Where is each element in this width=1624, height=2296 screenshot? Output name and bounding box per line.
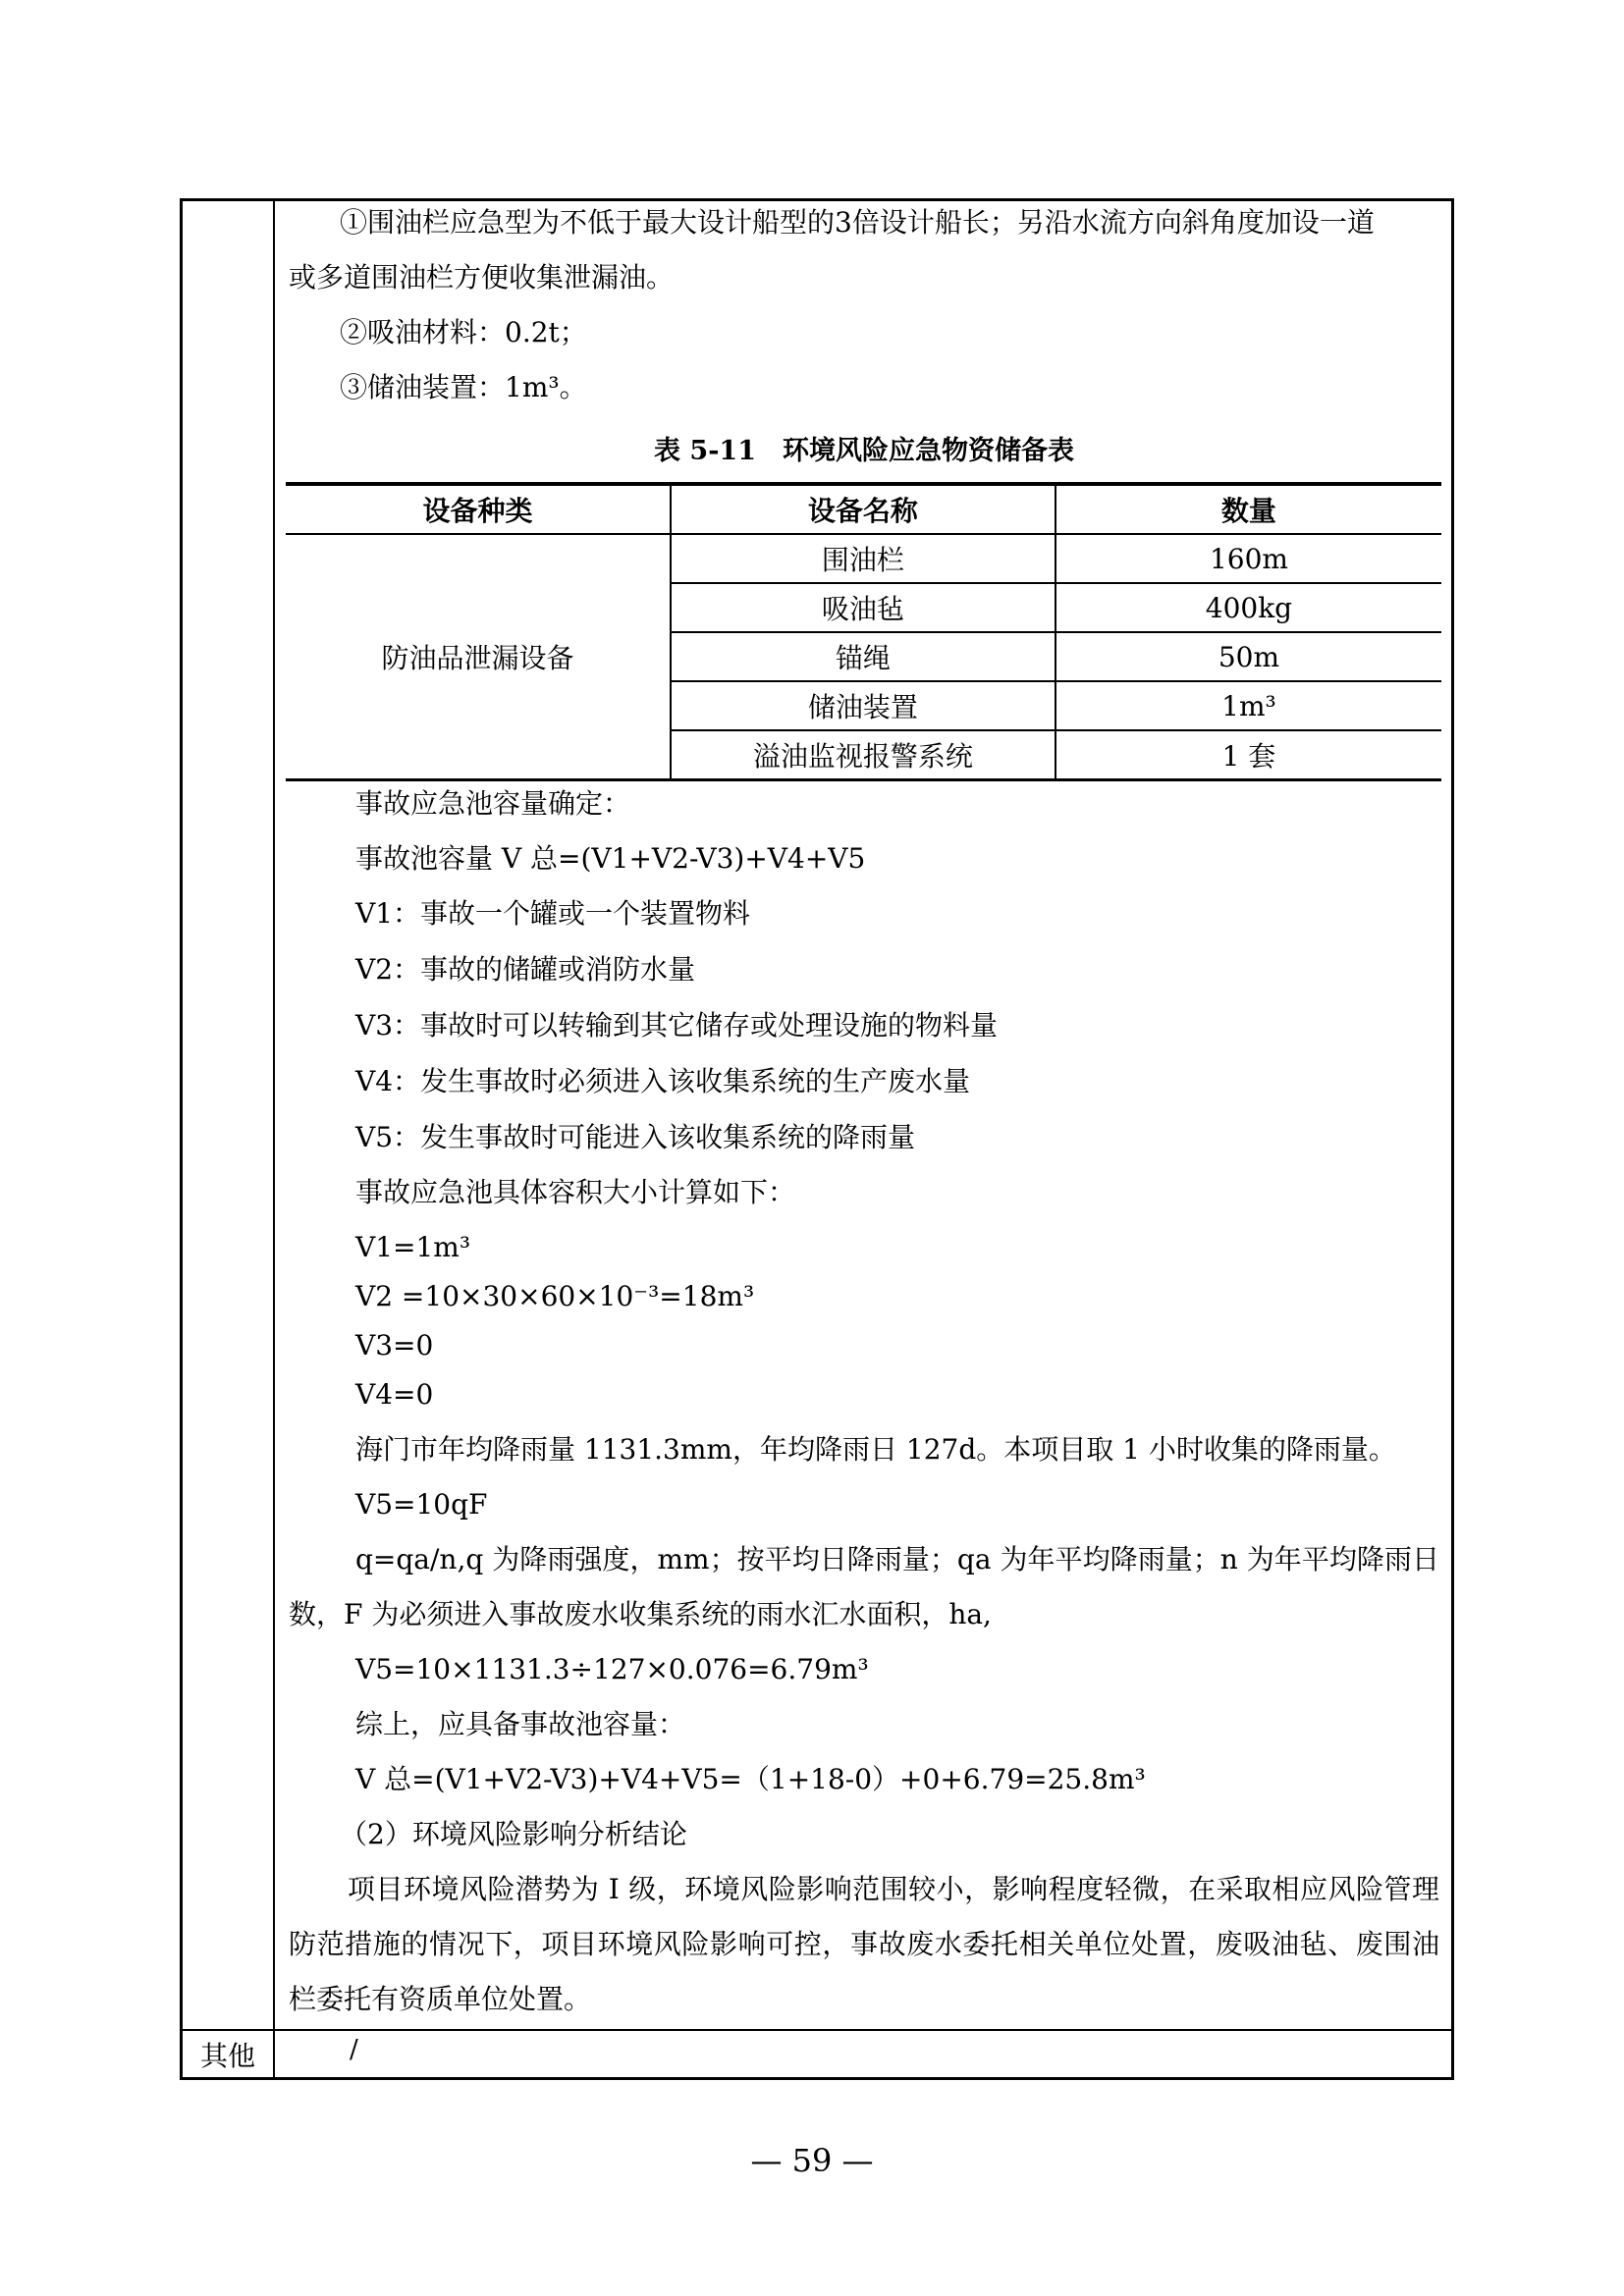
equipment-name: 溢油监视报警系统: [671, 730, 1056, 780]
calc-line-9: V1=1m³: [355, 1231, 471, 1263]
other-label: 其他: [199, 2040, 255, 2072]
page-number: — 59 —: [750, 2142, 874, 2179]
calc-line-10: V2 =10×30×60×10⁻³=18m³: [355, 1280, 755, 1312]
equipment-qty: 400kg: [1056, 583, 1441, 632]
calc-line-11: V3=0: [355, 1329, 434, 1362]
category-cell: 防油品泄漏设备: [286, 534, 671, 780]
equipment-qty: 160m: [1056, 534, 1441, 583]
calc-line-13: 海门市年均降雨量 1131.3mm，年均降雨日 127d。本项目取 1 小时收集的降雨量。: [355, 1433, 1396, 1466]
calc-line-3: V1：事故一个罐或一个装置物料: [355, 897, 751, 930]
content-frame: [180, 198, 1454, 2080]
calc-line-12: V4=0: [355, 1378, 434, 1411]
equipment-name: 储油装置: [671, 681, 1056, 730]
equipment-qty: 1 套: [1056, 730, 1441, 780]
calc-line-6: V4：发生事故时必须进入该收集系统的生产废水量: [355, 1065, 971, 1097]
equipment-table: [286, 482, 1441, 781]
intro-p2: ②吸油材料：0.2t；: [340, 316, 587, 348]
intro-p3: ③储油装置：1m³。: [340, 371, 587, 403]
other-row: [183, 2029, 1451, 2082]
table-caption: 表 5-11 环境风险应急物资储备表: [654, 436, 1074, 466]
table-header-row: [286, 484, 1441, 534]
calc-line-2: 事故池容量 V 总=(V1+V2-V3)+V4+V5: [355, 842, 866, 875]
calc-line-16: V5=10×1131.3÷127×0.076=6.79m³: [355, 1653, 869, 1685]
conclusion-paragraph: 项目环境风险潜势为 I 级，环境风险影响范围较小，影响程度轻微，在采取相应风险管理防范措施的情况下，项目环境风险影响可控，事故废水委托相关单位处置，废吸油毡、废围油栏委托有资质单位处置。: [289, 1873, 1439, 2015]
conclusion-heading: （2）环境风险影响分析结论: [340, 1818, 687, 1850]
calc-line-15: q=qa/n,q 为降雨强度，mm；按平均日降雨量；qa 为年平均降雨量；n 为年平均降雨日数，F 为必须进入事故废水收集系统的雨水汇水面积，ha,: [289, 1543, 1439, 1630]
header-category: 设备种类: [286, 484, 671, 534]
calc-line-7: V5：发生事故时可能进入该收集系统的降雨量: [355, 1121, 916, 1153]
equipment-name: 吸油毡: [671, 583, 1056, 632]
equipment-qty: 50m: [1056, 632, 1441, 681]
calc-line-4: V2：事故的储罐或消防水量: [355, 953, 696, 986]
header-name: 设备名称: [671, 484, 1056, 534]
calc-line-14: V5=10qF: [355, 1488, 488, 1521]
equipment-name: 锚绳: [671, 632, 1056, 681]
calc-line-18: V 总=(V1+V2-V3)+V4+V5=（1+18-0）+0+6.79=25.8m³: [355, 1763, 1146, 1795]
other-value: /: [350, 2035, 358, 2064]
equipment-qty: 1m³: [1056, 681, 1441, 730]
intro-p1-line1: ①围油栏应急型为不低于最大设计船型的3倍设计船长；另沿水流方向斜角度加设一道: [340, 206, 1375, 239]
calc-line-8: 事故应急池具体容积大小计算如下：: [355, 1176, 796, 1208]
equipment-name: 围油栏: [671, 534, 1056, 583]
calc-line-17: 综上，应具备事故池容量：: [355, 1708, 686, 1740]
left-label-column: [183, 201, 275, 2077]
table-row: [286, 534, 1441, 583]
calc-line-5: V3：事故时可以转输到其它储存或处理设施的物料量: [355, 1009, 999, 1041]
intro-p1-line2: 或多道围油栏方便收集泄漏油。: [289, 261, 675, 294]
header-qty: 数量: [1056, 484, 1441, 534]
calc-line-1: 事故应急池容量确定：: [355, 787, 631, 820]
